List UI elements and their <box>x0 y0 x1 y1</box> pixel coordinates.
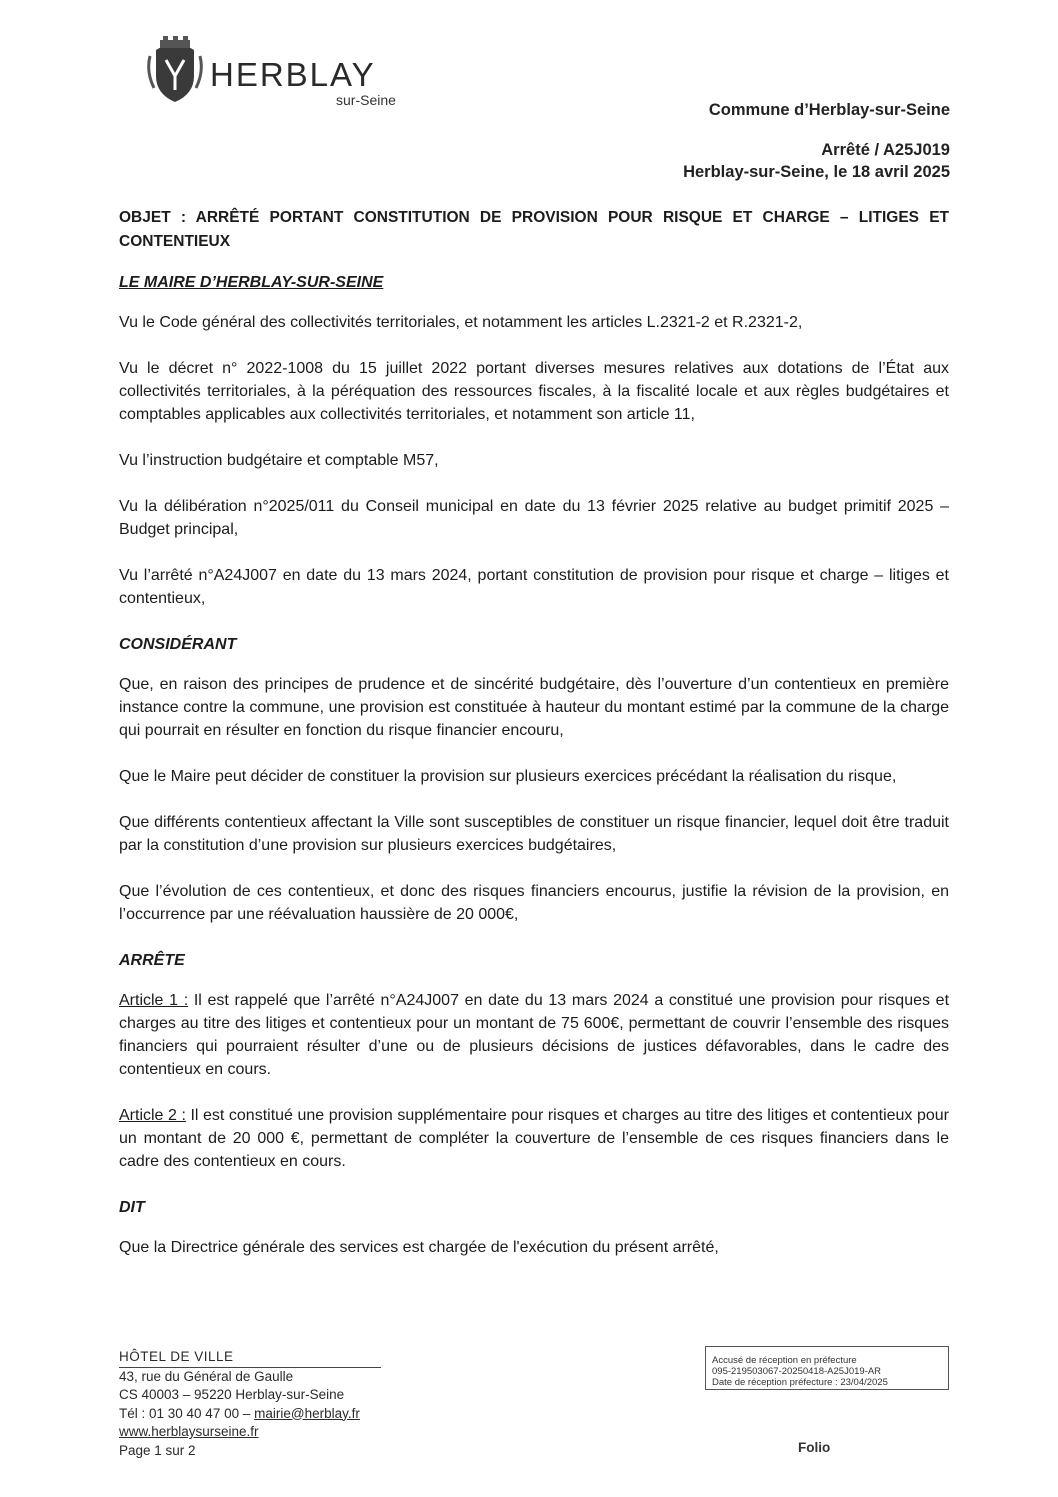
vu-paragraph: Vu la délibération n°2025/011 du Conseil municipal en date du 13 février 2025 relative au budget primitif 2025 – Budget principal, <box>119 498 949 538</box>
stamp-line: 095-219503067-20250418-A25J019-AR <box>712 1366 882 1377</box>
considerant-paragraph: Que l’évolution de ces contentieux, et donc des risques financiers encourus, justifie la révision de la provision, en l’occurrence par une réévaluation haussière de 20 000€, <box>119 883 949 923</box>
coat-of-arms-icon <box>146 36 204 104</box>
footer-page-number: Page 1 sur 2 <box>119 1442 196 1458</box>
footer-email-link[interactable]: mairie@herblay.fr <box>254 1405 360 1421</box>
footer-hotel-de-ville: HÔTEL DE VILLE <box>119 1348 381 1368</box>
objet-title: OBJET : ARRÊTÉ PORTANT CONSTITUTION DE PROVISION POUR RISQUE ET CHARGE – LITIGES ET CONTENTIEUX <box>119 209 949 250</box>
considerant-paragraph: Que différents contentieux affectant la Ville sont susceptibles de constituer un risque financier, lequel doit être traduit par la constitution d’une provision sur plusieurs exercices budgétaires, <box>119 814 949 854</box>
footer-contact <box>119 1348 381 1460</box>
stamp-line: Accusé de réception en préfecture <box>712 1355 857 1366</box>
herblay-logo <box>146 36 406 106</box>
vu-paragraph: Vu le décret n° 2022-1008 du 15 juillet 2022 portant diverses mesures relatives aux dotations de l’État aux collectivités territoriales, à la péréquation des ressources fiscales, à la fiscalité locale et aux règles budgétaires et comptables applicables aux collectivités territoriales, et notamment son article 11, <box>119 360 949 423</box>
maire-heading: LE MAIRE D’HERBLAY-SUR-SEINE <box>119 274 384 291</box>
dit-paragraph: Que la Directrice générale des services est chargée de l'exécution du présent arrêté, <box>119 1239 719 1256</box>
article-text: Il est constitué une provision supplémentaire pour risques et charges au titre des litiges et contentieux pour un montant de 20 000 €, permettant de compléter la couverture de l’ensemble de ces risques financiers dans le cadre des contentieux en cours. <box>119 1107 950 1170</box>
considerant-paragraph: Que, en raison des principes de prudence et de sincérité budgétaire, dès l’ouverture d’un contentieux en première instance contre la commune, une provision est constituée à hauteur du montant estimé par la commune de la charge qui pourrait en résulter en fonction du risque financier encouru, <box>119 676 949 739</box>
folio-label: Folio <box>798 1440 831 1455</box>
footer-address-line: 43, rue du Général de Gaulle <box>119 1368 294 1384</box>
commune-name: Commune d’Herblay-sur-Seine <box>708 101 950 119</box>
considerant-heading: CONSIDÉRANT <box>119 636 237 653</box>
arrete-body <box>119 206 949 1282</box>
footer-phone-line <box>119 1405 381 1424</box>
vu-paragraph: Vu le Code général des collectivités territoriales, et notamment les articles L.2321-2 et R.2321-2, <box>119 314 803 331</box>
article-text: Il est rappelé que l’arrêté n°A24J007 en date du 13 mars 2024 a constitué une provision pour risques et charges au titre des litiges et contentieux pour un montant de 75 600€, permettant de couvrir l’ensemble des risques financiers qui pourraient résulter d’une ou de plusieurs décisions de justices défavorables, dans le cadre des contentieux en cours. <box>119 992 950 1078</box>
footer-address-line: CS 40003 – 95220 Herblay-sur-Seine <box>119 1387 345 1402</box>
footer-phone: Tél : 01 30 40 47 00 – <box>119 1405 255 1421</box>
logo-subtitle: sur-Seine <box>336 92 396 108</box>
article-label: Article 2 : <box>119 1107 186 1124</box>
article-1 <box>119 989 949 1081</box>
article-2 <box>119 1104 949 1173</box>
prefecture-reception-stamp <box>705 1346 949 1390</box>
vu-paragraph: Vu l’arrêté n°A24J007 en date du 13 mars 2024, portant constitution de provision pour risque et charge – litiges et contentieux, <box>119 567 949 607</box>
article-label: Article 1 : <box>119 992 189 1009</box>
logo-name: HERBLAY <box>210 56 376 93</box>
footer-website-link[interactable]: www.herblaysurseine.fr <box>119 1424 259 1439</box>
document-date: Herblay-sur-Seine, le 18 avril 2025 <box>683 163 950 181</box>
stamp-line: Date de réception préfecture : 23/04/2025 <box>712 1377 888 1388</box>
dit-heading: DIT <box>119 1199 145 1216</box>
arrete-heading: ARRÊTE <box>119 952 185 969</box>
arrete-reference: Arrêté / A25J019 <box>821 141 950 159</box>
vu-paragraph: Vu l’instruction budgétaire et comptable M57, <box>119 452 439 469</box>
considerant-paragraph: Que le Maire peut décider de constituer la provision sur plusieurs exercices précédant la réalisation du risque, <box>119 768 897 785</box>
